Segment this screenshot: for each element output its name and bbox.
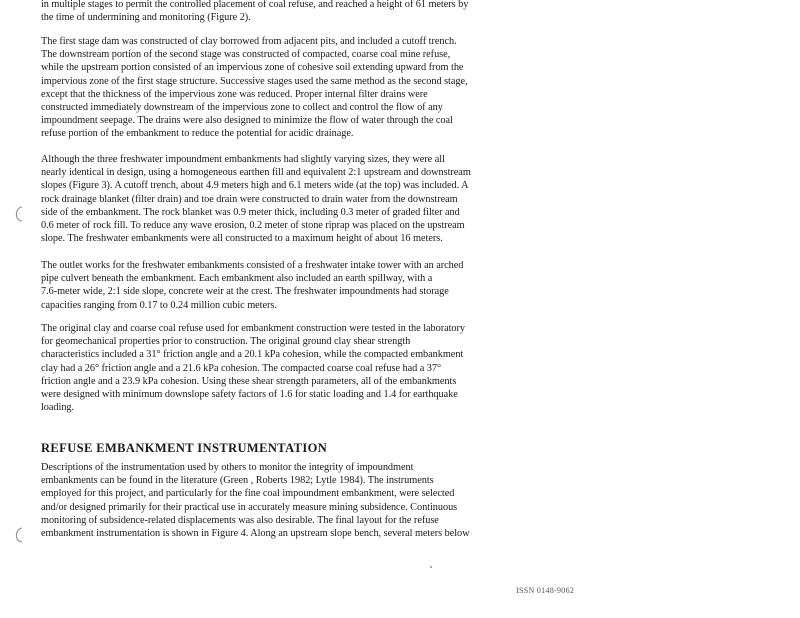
text-line: 0.6 meter of rock fill. To reduce any wave erosion, 0.2 meter of stone riprap was placed on the upstream <box>41 220 465 232</box>
binder-hole-mark <box>12 526 24 544</box>
binder-hole-mark <box>12 205 24 223</box>
text-line: while the upstream portion consisted of an impervious zone of cohesive soil extending upward from the <box>41 62 464 74</box>
text-line: The downstream portion of the second stage was constructed of compacted, coarse coal mine refuse, <box>41 49 451 61</box>
text-line: clay had a 26° friction angle and a 21.6 kPa cohesion. The compacted coarse coal refuse had a 37° <box>41 362 442 374</box>
paragraph-outlet-works <box>41 259 561 312</box>
text-line: except that the thickness of the impervious zone was reduced. Proper internal filter drains were <box>41 88 428 100</box>
text-line: The outlet works for the freshwater embankments consisted of a freshwater intake tower with an arched <box>41 260 464 271</box>
text-line: The first stage dam was constructed of clay borrowed from adjacent pits, and included a cutoff trench. <box>41 36 457 47</box>
text-line: friction angle and a 23.9 kPa cohesion. Using these shear strength parameters, all of the embankments <box>41 375 457 387</box>
text-line: impervious zone of the first stage structure. Successive stages used the same method as the second stage, <box>41 75 468 87</box>
text-line: impoundment seepage. The drains were also designed to minimize the flow of water through the coal <box>41 115 453 127</box>
text-line: side of the embankment. The rock blanket was 0.9 meter thick, including 0.3 meter of graded filter and <box>41 206 460 218</box>
text-line: slope. The freshwater embankments were all constructed to a maximum height of about 16 meters. <box>41 233 443 245</box>
text-line: were designed with minimum downslope safety factors of 1.6 for static loading and 1.4 for earthquake <box>41 389 458 401</box>
paragraph-first-stage-dam <box>41 35 561 141</box>
text-line: Descriptions of the instrumentation used by others to monitor the integrity of impoundment <box>41 462 414 473</box>
text-line: capacities ranging from 0.17 to 0.24 million cubic meters. <box>41 299 277 311</box>
text-line: rock drainage blanket (filter drain) and toe drain were constructed to drain water from the downstream <box>41 193 458 205</box>
paragraph-freshwater-embankments <box>41 153 561 245</box>
text-line: Although the three freshwater impoundment embankments had slightly varying sizes, they were all <box>41 154 445 165</box>
text-line: the time of undermining and monitoring (Figure 2). <box>41 12 251 24</box>
scan-speck <box>430 566 432 568</box>
text-line: constructed immediately downstream of the impervious zone to collect and control the flow of any <box>41 102 443 114</box>
text-line: in multiple stages to permit the controlled placement of coal refuse, and reached a height of 61 meters by <box>41 0 469 10</box>
text-line: slopes (Figure 3). A cutoff trench, about 4.9 meters high and 6.1 meters wide (at the top) was included. A <box>41 180 469 192</box>
paragraph-dam-stages <box>41 0 561 24</box>
text-line: monitoring of subsidence-related displacements was also desirable. The final layout for the refuse <box>41 514 439 526</box>
text-line: and/or designed primarily for their practical use in accurately measure mining subsidence. Continuous <box>41 501 458 513</box>
section-heading: REFUSE EMBANKMENT INSTRUMENTATION <box>41 441 328 455</box>
paragraph-instrumentation <box>41 461 561 540</box>
text-line: embankments can be found in the literature (Green , Roberts 1982; Lytle 1984). The instruments <box>41 475 434 487</box>
text-line: for geomechanical properties prior to construction. The original ground clay shear strength <box>41 336 411 348</box>
text-line: characteristics included a 31° friction angle and a 20.1 kPa cohesion, while the compacted embankment <box>41 349 464 361</box>
text-line: embankment instrumentation is shown in Figure 4. Along an upstream slope bench, several meters below <box>41 528 470 540</box>
paragraph-geomechanical-properties <box>41 322 561 414</box>
text-line: employed for this project, and particularly for the fine coal impoundment embankment, were selected <box>41 488 455 500</box>
text-line: refuse portion of the embankment to reduce the potential for acidic drainage. <box>41 128 354 140</box>
text-line: loading. <box>41 402 75 414</box>
text-line: The original clay and coarse coal refuse used for embankment construction were tested in the laboratory <box>41 323 466 334</box>
footer-issn: ISSN 0148-9062 <box>516 586 575 595</box>
text-line: nearly identical in design, using a homogeneous earthen fill and equivalent 2:1 upstream and downstream <box>41 167 471 179</box>
text-line: 7.6-meter wide, 2:1 side slope, concrete weir at the crest. The freshwater impoundments had storage <box>41 286 449 298</box>
text-line: pipe culvert beneath the embankment. Each embankment also included an earth spillway, with a <box>41 273 433 285</box>
